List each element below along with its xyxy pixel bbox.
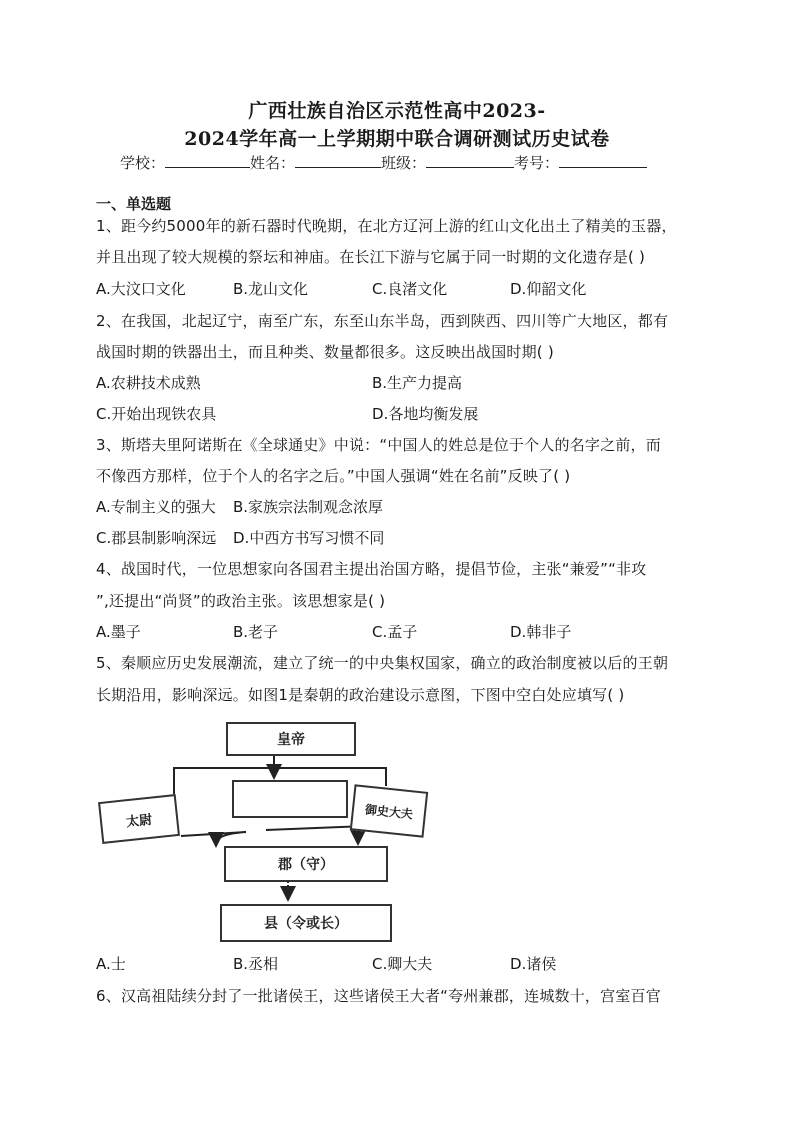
q4-option-c[interactable]: C.孟子	[372, 623, 418, 641]
q2-option-a[interactable]: A.农耕技术成熟	[96, 374, 201, 392]
q1-stem-line2: 并且出现了较大规模的祭坛和神庙。在长江下游与它属于同一时期的文化遗存是( )	[96, 248, 646, 266]
diagram-box-emperor: 皇帝	[226, 722, 356, 756]
q4-option-d[interactable]: D.韩非子	[510, 623, 572, 641]
diagram-box-yushi: 御史大夫	[350, 784, 428, 837]
q4-option-b[interactable]: B.老子	[233, 623, 279, 641]
q2-option-c[interactable]: C.开始出现铁农具	[96, 405, 217, 423]
q3-option-a[interactable]: A.专制主义的强大	[96, 498, 216, 516]
qin-politics-diagram	[96, 716, 426, 942]
diagram-box-xian: 县（令或长）	[220, 904, 392, 942]
exam-title-line2: 2024学年高一上学期期中联合调研测试历史试卷	[184, 128, 610, 150]
diagram-box-blank	[232, 780, 348, 818]
q5-option-c[interactable]: C.卿大夫	[372, 955, 433, 973]
q5-stem-line2: 长期沿用，影响深远。如图1是秦朝的政治建设示意图，下图中空白处应填写( )	[96, 686, 625, 704]
q2-stem-line2: 战国时期的铁器出土，而且种类、数量都很多。这反映出战国时期( )	[96, 343, 554, 361]
q1-option-c[interactable]: C.良渚文化	[372, 280, 448, 298]
q3-option-c[interactable]: C.郡县制影响深远	[96, 529, 217, 547]
q5-stem-line1: 5、秦顺应历史发展潮流，建立了统一的中央集权国家，确立的政治制度被以后的王朝	[96, 654, 669, 672]
q4-stem-line2: ”,还提出“尚贤”的政治主张。该思想家是( )	[96, 592, 386, 610]
q1-stem-line1: 1、距今约5000年的新石器时代晚期，在北方辽河上游的红山文化出土了精美的玉器，	[96, 217, 677, 235]
q5-option-d[interactable]: D.诸侯	[510, 955, 557, 973]
student-info-row	[120, 151, 647, 173]
name-field[interactable]	[295, 151, 381, 168]
class-field[interactable]	[426, 151, 514, 168]
q2-stem-line1: 2、在我国，北起辽宁，南至广东，东至山东半岛，西到陕西、四川等广大地区，都有	[96, 312, 669, 330]
diagram-box-jun: 郡（守）	[224, 846, 388, 882]
name-label: 姓名：	[250, 154, 296, 172]
school-field[interactable]	[165, 151, 250, 168]
number-label: 考号：	[514, 154, 560, 172]
section-title: 一、单选题	[96, 195, 172, 213]
q1-option-b[interactable]: B.龙山文化	[233, 280, 309, 298]
q3-stem-line1: 3、斯塔夫里阿诺斯在《全球通史》中说：“中国人的姓总是位于个人的名字之前，而	[96, 436, 661, 454]
q3-option-d[interactable]: D.中西方书写习惯不同	[233, 529, 385, 547]
diagram-box-taiwei: 太尉	[98, 794, 180, 844]
class-label: 班级：	[381, 154, 427, 172]
q2-option-b[interactable]: B.生产力提高	[372, 374, 463, 392]
number-field[interactable]	[559, 151, 647, 168]
school-label: 学校：	[120, 154, 166, 172]
q2-option-d[interactable]: D.各地均衡发展	[372, 405, 479, 423]
q3-stem-line2: 不像西方那样，位于个人的名字之后。”中国人强调“姓在名前”反映了( )	[96, 467, 571, 485]
q1-option-a[interactable]: A.大汶口文化	[96, 280, 186, 298]
q1-option-d[interactable]: D.仰韶文化	[510, 280, 587, 298]
q3-option-b[interactable]: B.家族宗法制观念浓厚	[233, 498, 384, 516]
q5-option-a[interactable]: A.士	[96, 955, 126, 973]
q5-option-b[interactable]: B.丞相	[233, 955, 279, 973]
arrow-left-to-jun	[181, 832, 246, 844]
q4-option-a[interactable]: A.墨子	[96, 623, 141, 641]
q4-stem-line1: 4、战国时代，一位思想家向各国君主提出治国方略，提倡节俭，主张“兼爱”“非攻	[96, 560, 647, 578]
q6-stem-line1: 6、汉高祖陆续分封了一批诸侯王，这些诸侯王大者“夸州兼郡，连城数十，宫室百官	[96, 987, 661, 1005]
exam-title-line1: 广西壮族自治区示范性高中2023-	[248, 100, 546, 122]
